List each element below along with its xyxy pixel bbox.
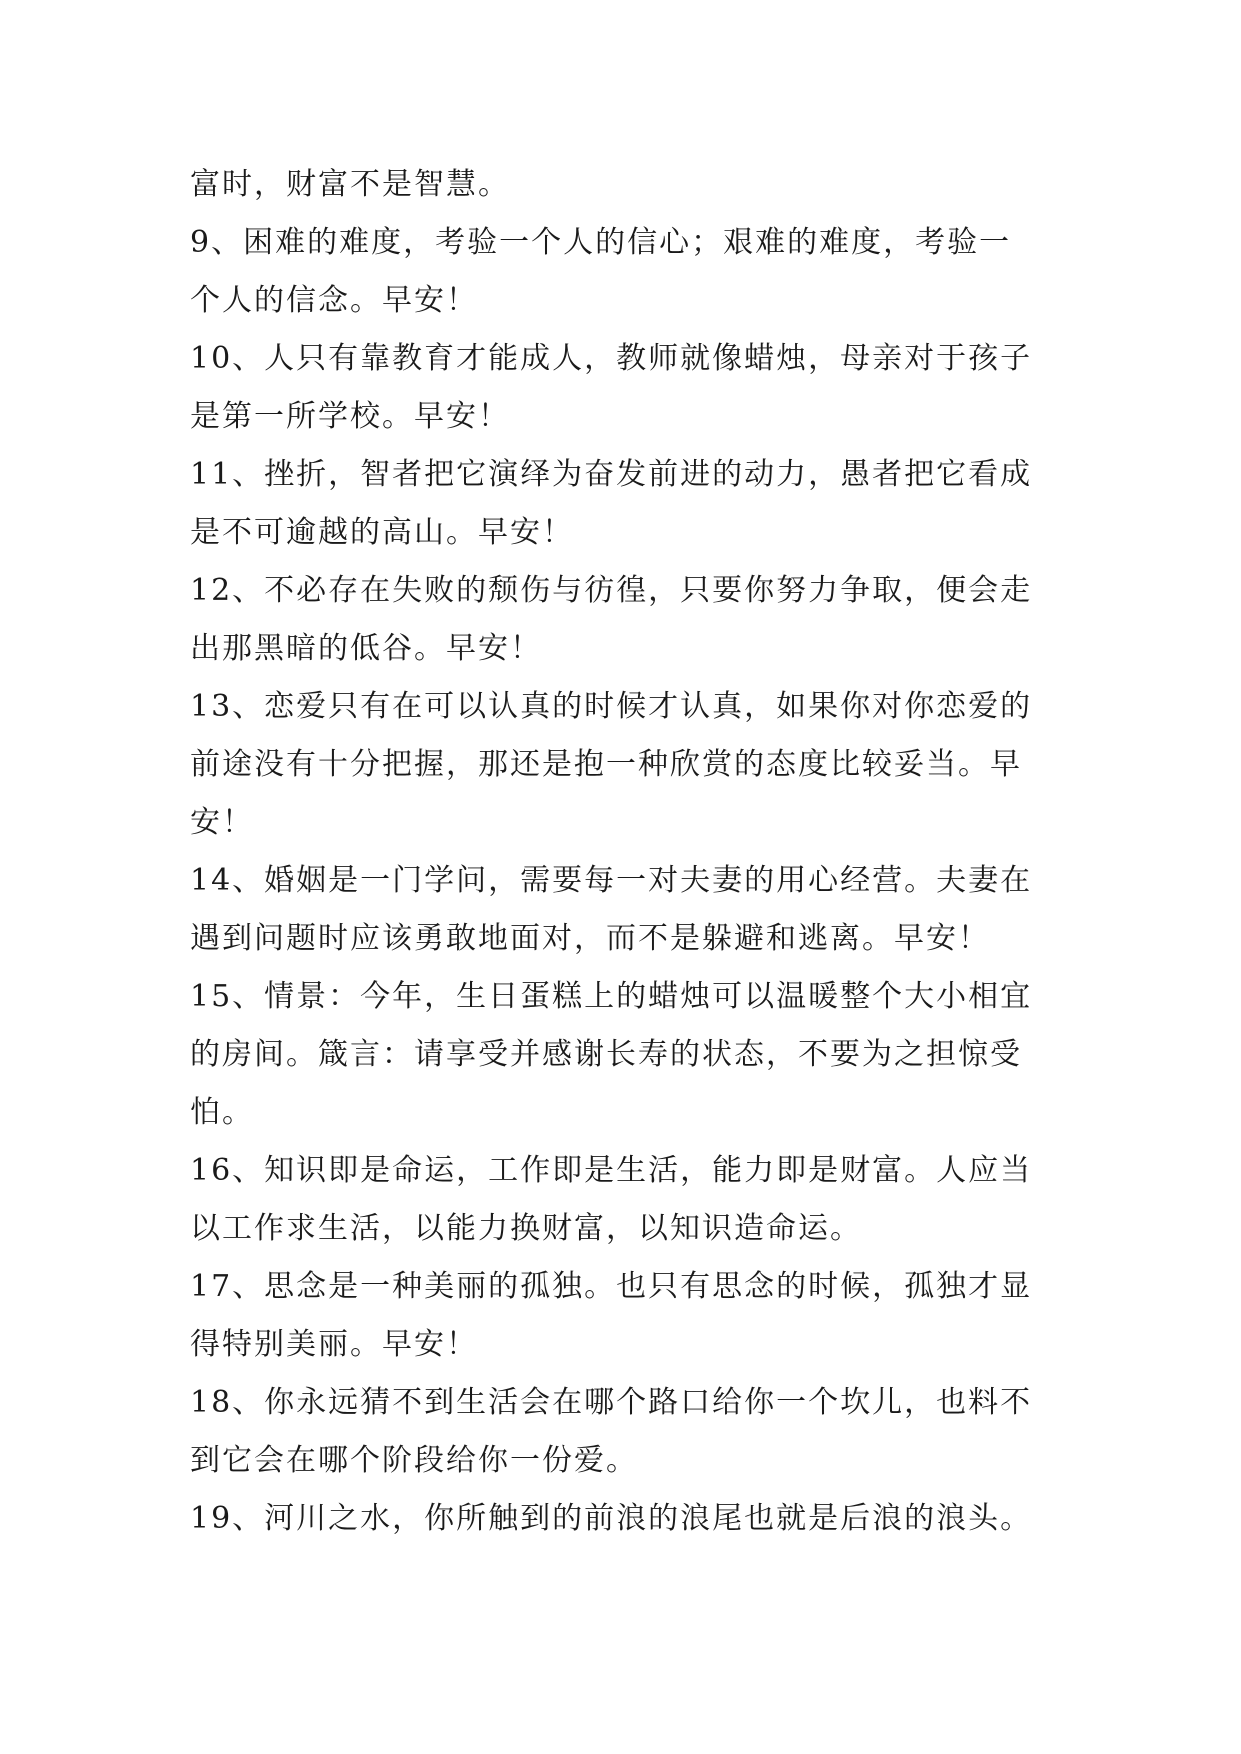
text-line: 10、人只有靠教育才能成人，教师就像蜡烛，母亲对于孩子: [190, 341, 1033, 376]
text-line: 得特别美丽。早安！: [190, 1327, 478, 1362]
text-line: 以工作求生活，以能力换财富，以知识造命运。: [190, 1211, 862, 1246]
text-line: 19、河川之水，你所触到的前浪的浪尾也就是后浪的浪头。: [190, 1501, 1033, 1536]
document-body: [190, 156, 1080, 1548]
text-line: 13、恋爱只有在可以认真的时候才认真，如果你对你恋爱的: [190, 689, 1033, 724]
text-line: 14、婚姻是一门学问，需要每一对夫妻的用心经营。夫妻在: [190, 863, 1033, 898]
text-line: 个人的信念。早安！: [190, 283, 478, 318]
text-line: 是第一所学校。早安！: [190, 399, 510, 434]
text-line: 出那黑暗的低谷。早安！: [190, 631, 542, 666]
text-line: 怕。: [190, 1095, 254, 1130]
text-line: 遇到问题时应该勇敢地面对，而不是躲避和逃离。早安！: [190, 921, 990, 956]
text-line: 的房间。箴言：请享受并感谢长寿的状态，不要为之担惊受: [190, 1037, 1022, 1072]
text-line: 9、困难的难度，考验一个人的信心；艰难的难度，考验一: [190, 225, 1012, 260]
text-line: 富时，财富不是智慧。: [190, 167, 510, 202]
text-line: 18、你永远猜不到生活会在哪个路口给你一个坎儿，也料不: [190, 1385, 1033, 1420]
text-line: 11、挫折，智者把它演绎为奋发前进的动力，愚者把它看成: [190, 457, 1033, 492]
text-line: 安！: [190, 805, 254, 840]
text-line: 16、知识即是命运，工作即是生活，能力即是财富。人应当: [190, 1153, 1033, 1188]
text-line: 17、思念是一种美丽的孤独。也只有思念的时候，孤独才显: [190, 1269, 1033, 1304]
text-line: 15、情景：今年，生日蛋糕上的蜡烛可以温暖整个大小相宜: [190, 979, 1033, 1014]
text-line: 前途没有十分把握，那还是抱一种欣赏的态度比较妥当。早: [190, 747, 1022, 782]
text-line: 是不可逾越的高山。早安！: [190, 515, 574, 550]
text-line: 12、不必存在失败的颓伤与彷徨，只要你努力争取，便会走: [190, 573, 1033, 608]
text-line: 到它会在哪个阶段给你一份爱。: [190, 1443, 638, 1478]
